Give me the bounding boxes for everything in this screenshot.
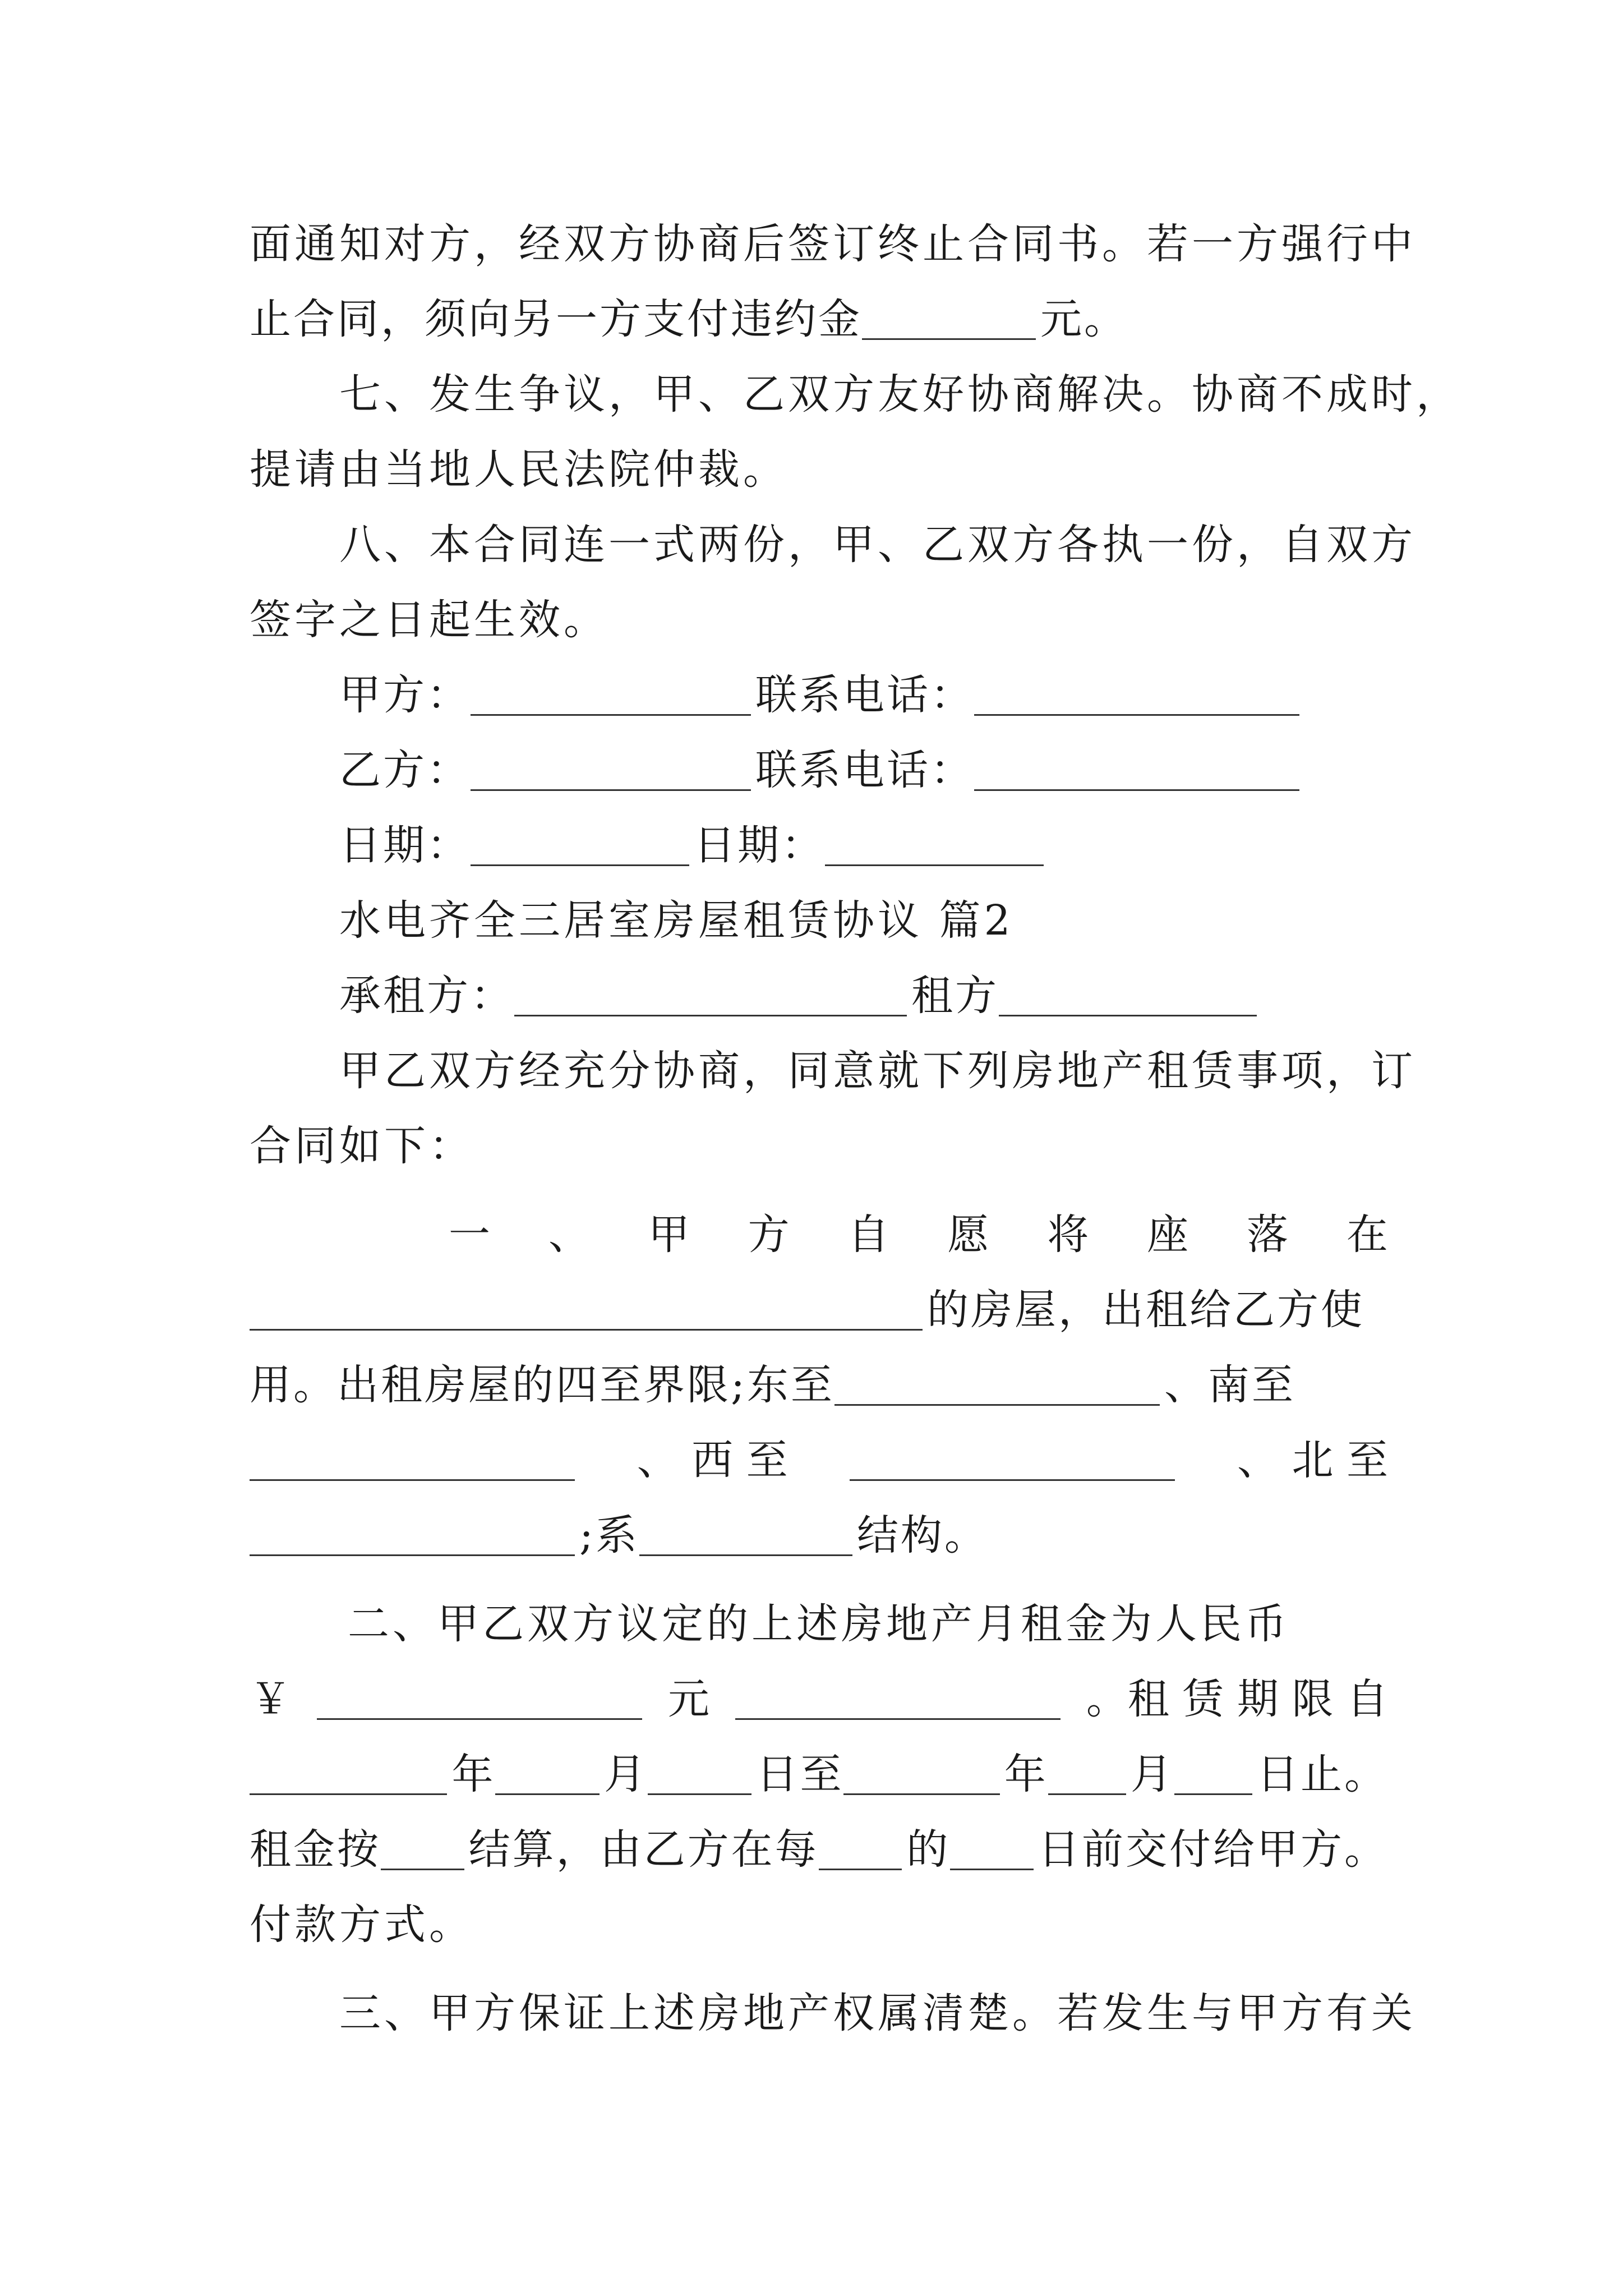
south-boundary-blank	[250, 1441, 575, 1481]
text-char: 甲	[648, 1211, 690, 1259]
signature-row-party-b	[339, 746, 1478, 794]
payment-period-blank	[819, 1830, 902, 1870]
article-1-line-3	[250, 1361, 1388, 1409]
text-char: 自	[847, 1211, 889, 1259]
article-1-line-2	[250, 1286, 1388, 1334]
date-label: 日期：	[694, 821, 825, 869]
start-day-blank	[648, 1755, 752, 1795]
lessee-blank	[514, 977, 907, 1016]
article-2-line-2	[250, 1675, 1388, 1723]
phone-label: 联系电话：	[755, 746, 974, 794]
lessee-label: 承租方：	[339, 972, 514, 1020]
article-1-line-5	[250, 1511, 1388, 1559]
paragraph-line: 提请由当地人民法院仲裁。	[250, 445, 788, 494]
date-blank-b	[825, 826, 1044, 866]
party-a-phone-blank	[974, 676, 1299, 716]
text-segment: 、 北 至	[1237, 1436, 1388, 1484]
text-segment: 、 西 至	[637, 1436, 788, 1484]
text-segment: 的房屋，出租给乙方使	[927, 1286, 1364, 1334]
rent-amount-blank	[317, 1680, 642, 1720]
paragraph-line: 面通知对方，经双方协商后签订终止合同书。若一方强行中	[250, 220, 1416, 268]
yen-symbol: ￥	[250, 1675, 291, 1723]
end-month-blank	[1048, 1755, 1126, 1795]
north-boundary-blank	[250, 1516, 575, 1556]
text-segment: 日前交付给甲方。	[1038, 1825, 1389, 1874]
signature-row-party-a	[339, 671, 1478, 719]
party-b-label: 乙方：	[339, 746, 471, 794]
party-a-blank	[471, 676, 751, 716]
text-segment: 日止。	[1256, 1750, 1388, 1798]
text-segment: 年	[451, 1750, 496, 1798]
paragraph-line: 二、甲乙双方议定的上述房地产月租金为人民币	[348, 1600, 1290, 1648]
party-b-blank	[471, 751, 751, 791]
east-boundary-blank	[834, 1366, 1160, 1406]
text-char: 落	[1247, 1211, 1288, 1259]
article-1-line-4	[250, 1436, 1388, 1484]
text-segment: ;系	[579, 1511, 639, 1559]
party-a-label: 甲方：	[339, 671, 471, 719]
paragraph-line: 合同如下：	[250, 1122, 474, 1170]
text-segment: 年	[1004, 1750, 1048, 1798]
start-year-blank	[250, 1755, 447, 1795]
lessor-label: 租方	[911, 972, 999, 1020]
text-segment: 用。出租房屋的四至界限;东至	[250, 1361, 834, 1409]
lessor-blank	[999, 977, 1257, 1016]
text-segment: 。租 赁 期 限 自	[1086, 1675, 1388, 1723]
party-row	[339, 972, 1478, 1020]
text-segment: 月	[1130, 1750, 1174, 1798]
text-char: 将	[1047, 1211, 1089, 1259]
text-char: 愿	[947, 1211, 989, 1259]
structure-blank	[639, 1516, 852, 1556]
section-title: 水电齐全三居室房屋租赁协议 篇2	[339, 896, 1014, 945]
text-char: 在	[1346, 1211, 1388, 1259]
text-segment: 的	[906, 1825, 951, 1874]
date-blank-a	[471, 826, 689, 866]
text-char: 一	[449, 1211, 490, 1259]
text-segment: 止合同，须向另一方支付违约金	[250, 295, 862, 343]
paragraph-line: 甲乙双方经充分协商，同意就下列房地产租赁事项，订	[339, 1047, 1416, 1095]
paragraph-line: 七、发生争议，甲、乙双方友好协商解决。协商不成时，	[339, 370, 1461, 418]
penalty-amount-blank	[862, 300, 1036, 340]
end-day-blank	[1174, 1755, 1252, 1795]
paragraph-line	[250, 295, 1388, 343]
signature-row-dates	[339, 821, 1478, 869]
text-segment: 元。	[1040, 295, 1128, 343]
paragraph-line: 三、甲方保证上述房地产权属清楚。若发生与甲方有关	[339, 1989, 1416, 2037]
text-char: 座	[1147, 1211, 1189, 1259]
text-segment: 日至	[756, 1750, 844, 1798]
west-boundary-blank	[850, 1441, 1175, 1481]
settlement-period-blank	[381, 1830, 464, 1870]
paragraph-line: 签字之日起生效。	[250, 596, 608, 644]
article-1-line-1	[449, 1211, 1388, 1259]
text-segment: 月	[603, 1750, 648, 1798]
article-2-line-4	[250, 1825, 1389, 1874]
article-2-line-3	[250, 1750, 1388, 1798]
text-char: 方	[748, 1211, 790, 1259]
rent-uppercase-blank	[735, 1680, 1061, 1720]
text-segment: 租金按	[250, 1825, 381, 1874]
start-month-blank	[495, 1755, 600, 1795]
text-segment: 结算，由乙方在每	[468, 1825, 819, 1874]
payment-day-blank	[950, 1830, 1034, 1870]
end-year-blank	[843, 1755, 999, 1795]
property-address-blank	[250, 1291, 923, 1331]
text-segment: 结构。	[856, 1511, 988, 1559]
text-segment: 、南至	[1164, 1361, 1295, 1409]
paragraph-line: 八、本合同连一式两份，甲、乙双方各执一份，自双方	[339, 521, 1416, 569]
text-segment: 元	[667, 1675, 709, 1723]
text-char: 、	[548, 1211, 590, 1259]
party-b-phone-blank	[974, 751, 1299, 791]
date-label: 日期：	[339, 821, 471, 869]
phone-label: 联系电话：	[755, 671, 974, 719]
paragraph-line: 付款方式。	[250, 1901, 474, 1949]
